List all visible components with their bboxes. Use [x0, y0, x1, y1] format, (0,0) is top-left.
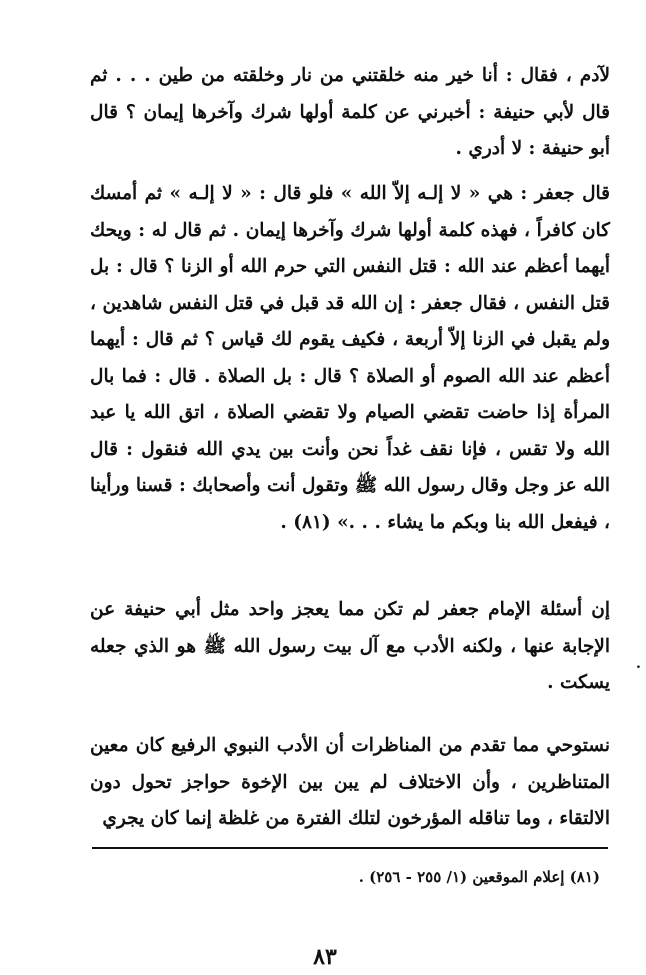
footnote: (٨١) إعلام الموقعين (١/ ٢٥٥ - ٢٥٦) . [358, 868, 600, 886]
paragraph-2: قال جعفر : هي « لا إلـه إلاّ الله » فلو قال : « لا إلـه » ثم أمسك كان كافراً ، فهذه كلمة أولها شرك وآخرها إيمان . ثم قال له : ويحك أيهما أعظم عند الله : قتل النفس التي حرم الله أو الزنا ؟ قال : بل قتل النفس ، فقال جعفر : إن الله قد قبل في قتل النفس شاهدين ، ولم يقبل في الزنا إلاّ أربعة ، فكيف يقوم لك قياس ؟ ثم قال : أيهما أعظم عند الله الصوم أو الصلاة ؟ قال : بل الصلاة . قال : فما بال المرأة إذا حاضت تقضي الصيام ولا تقضي الصلاة ، اتق الله يا عبد الله ولا تقس ، فإنا نقف غداً نحن وأنت بين يدي الله فنقول : قال الله عز وجل وقال رسول الله ﷺ وتقول أنت وأصحابك : قسنا ورأينا ، فيفعل الله بنا وبكم ما يشاء . . .» (٨١) . [90, 183, 610, 533]
paragraph-4: نستوحي مما تقدم من المناظرات أن الأدب النبوي الرفيع كان معين المتناظرين ، وأن الاختلاف لم يبن بين الإخوة حواجز تحول دون الالتقاء ، وما تناقله المؤرخون لتلك الفترة من غلظة إنما كان يجري [90, 735, 610, 829]
paragraph-3: إن أسئلة الإمام جعفر لم تكن مما يعجز واحد مثل أبي حنيفة عن الإجابة عنها ، ولكنه الأدب مع آل بيت رسول الله ﷺ هو الذي جعله يسكت . [90, 599, 610, 693]
page-number: ٨٣ [313, 944, 337, 970]
paragraph-1: لآدم ، فقال : أنا خير منه خلقتني من نار وخلقته من طين . . . ثم قال لأبي حنيفة : أخبرني عن كلمة أولها شرك وآخرها إيمان ؟ قال أبو حنيفة : لا أدري . [90, 65, 610, 159]
footnote-divider [92, 847, 608, 849]
margin-mark: . [636, 656, 641, 672]
